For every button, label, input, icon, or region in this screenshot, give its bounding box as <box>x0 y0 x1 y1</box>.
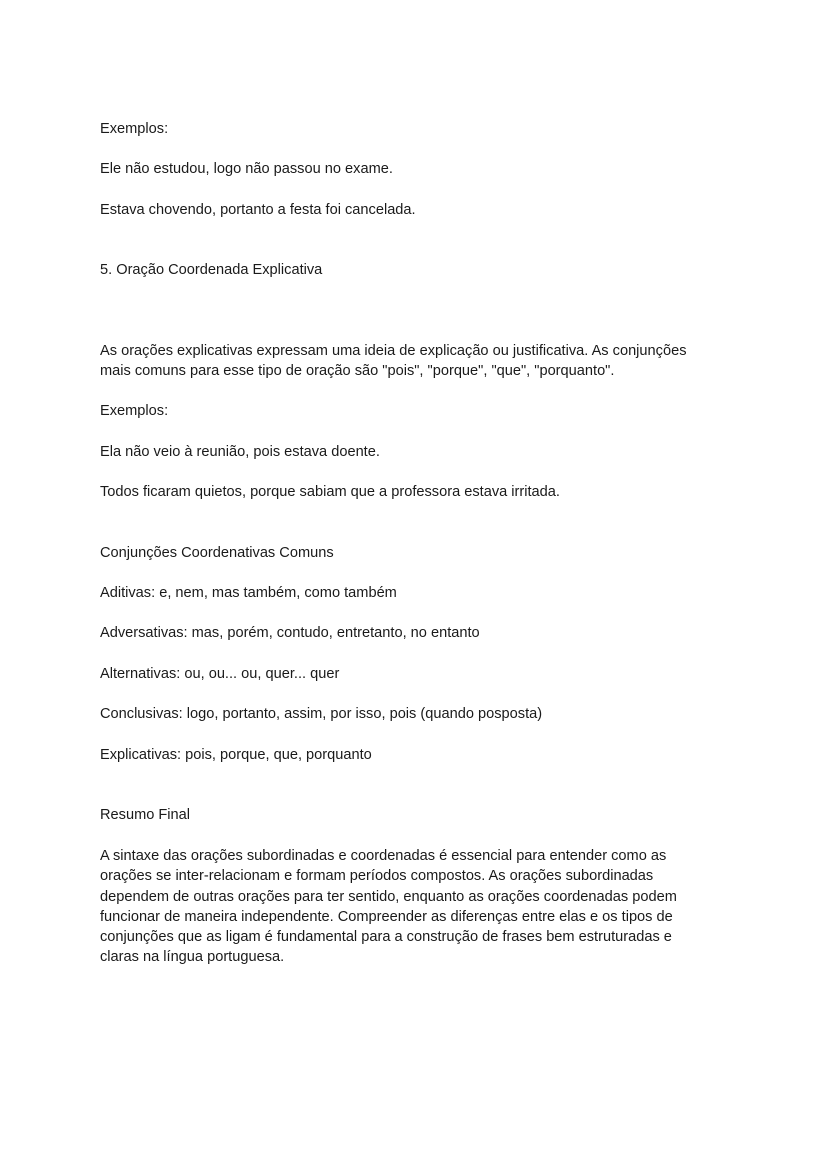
conjunction-item-aditivas: Aditivas: e, nem, mas também, como também <box>100 585 397 601</box>
example-sentence: Ela não veio à reunião, pois estava doente. <box>100 444 380 460</box>
examples-label: Exemplos: <box>100 121 169 137</box>
paragraph-line: conjunções que as ligam é fundamental para a construção de frases bem estruturadas e <box>100 929 672 946</box>
paragraph-line: mais comuns para esse tipo de oração são "pois", "porque", "que", "porquanto". <box>100 363 615 380</box>
conjunction-item-adversativas: Adversativas: mas, porém, contudo, entretanto, no entanto <box>100 625 480 641</box>
example-sentence: Ele não estudou, logo não passou no exame. <box>100 161 393 177</box>
paragraph-line: A sintaxe das orações subordinadas e coordenadas é essencial para entender como as <box>100 848 667 864</box>
paragraph-line: funcionar de maneira independente. Compreender as diferenças entre elas e os tipos de <box>100 908 673 925</box>
conjunction-item-alternativas: Alternativas: ou, ou... ou, quer... quer <box>100 666 340 682</box>
example-sentence: Estava chovendo, portanto a festa foi cancelada. <box>100 202 416 218</box>
paragraph-line: dependem de outras orações para ter sentido, enquanto as orações coordenadas podem <box>100 888 677 905</box>
section-heading: 5. Oração Coordenada Explicativa <box>100 262 323 278</box>
paragraph-line: orações se inter-relacionam e formam períodos compostos. As orações subordinadas <box>100 868 654 885</box>
section-heading: Resumo Final <box>100 807 191 823</box>
paragraph-line: claras na língua portuguesa. <box>100 949 285 966</box>
resumo-paragraph <box>100 846 725 968</box>
explicativa-paragraph <box>100 341 725 382</box>
conjunction-item-conclusivas: Conclusivas: logo, portanto, assim, por isso, pois (quando posposta) <box>100 706 543 722</box>
example-sentence: Todos ficaram quietos, porque sabiam que a professora estava irritada. <box>100 484 560 500</box>
examples-label: Exemplos: <box>100 403 169 419</box>
conjunction-item-explicativas: Explicativas: pois, porque, que, porquanto <box>100 747 372 763</box>
section-heading: Conjunções Coordenativas Comuns <box>100 545 334 561</box>
paragraph-line: As orações explicativas expressam uma ideia de explicação ou justificativa. As conjunções <box>100 343 687 359</box>
